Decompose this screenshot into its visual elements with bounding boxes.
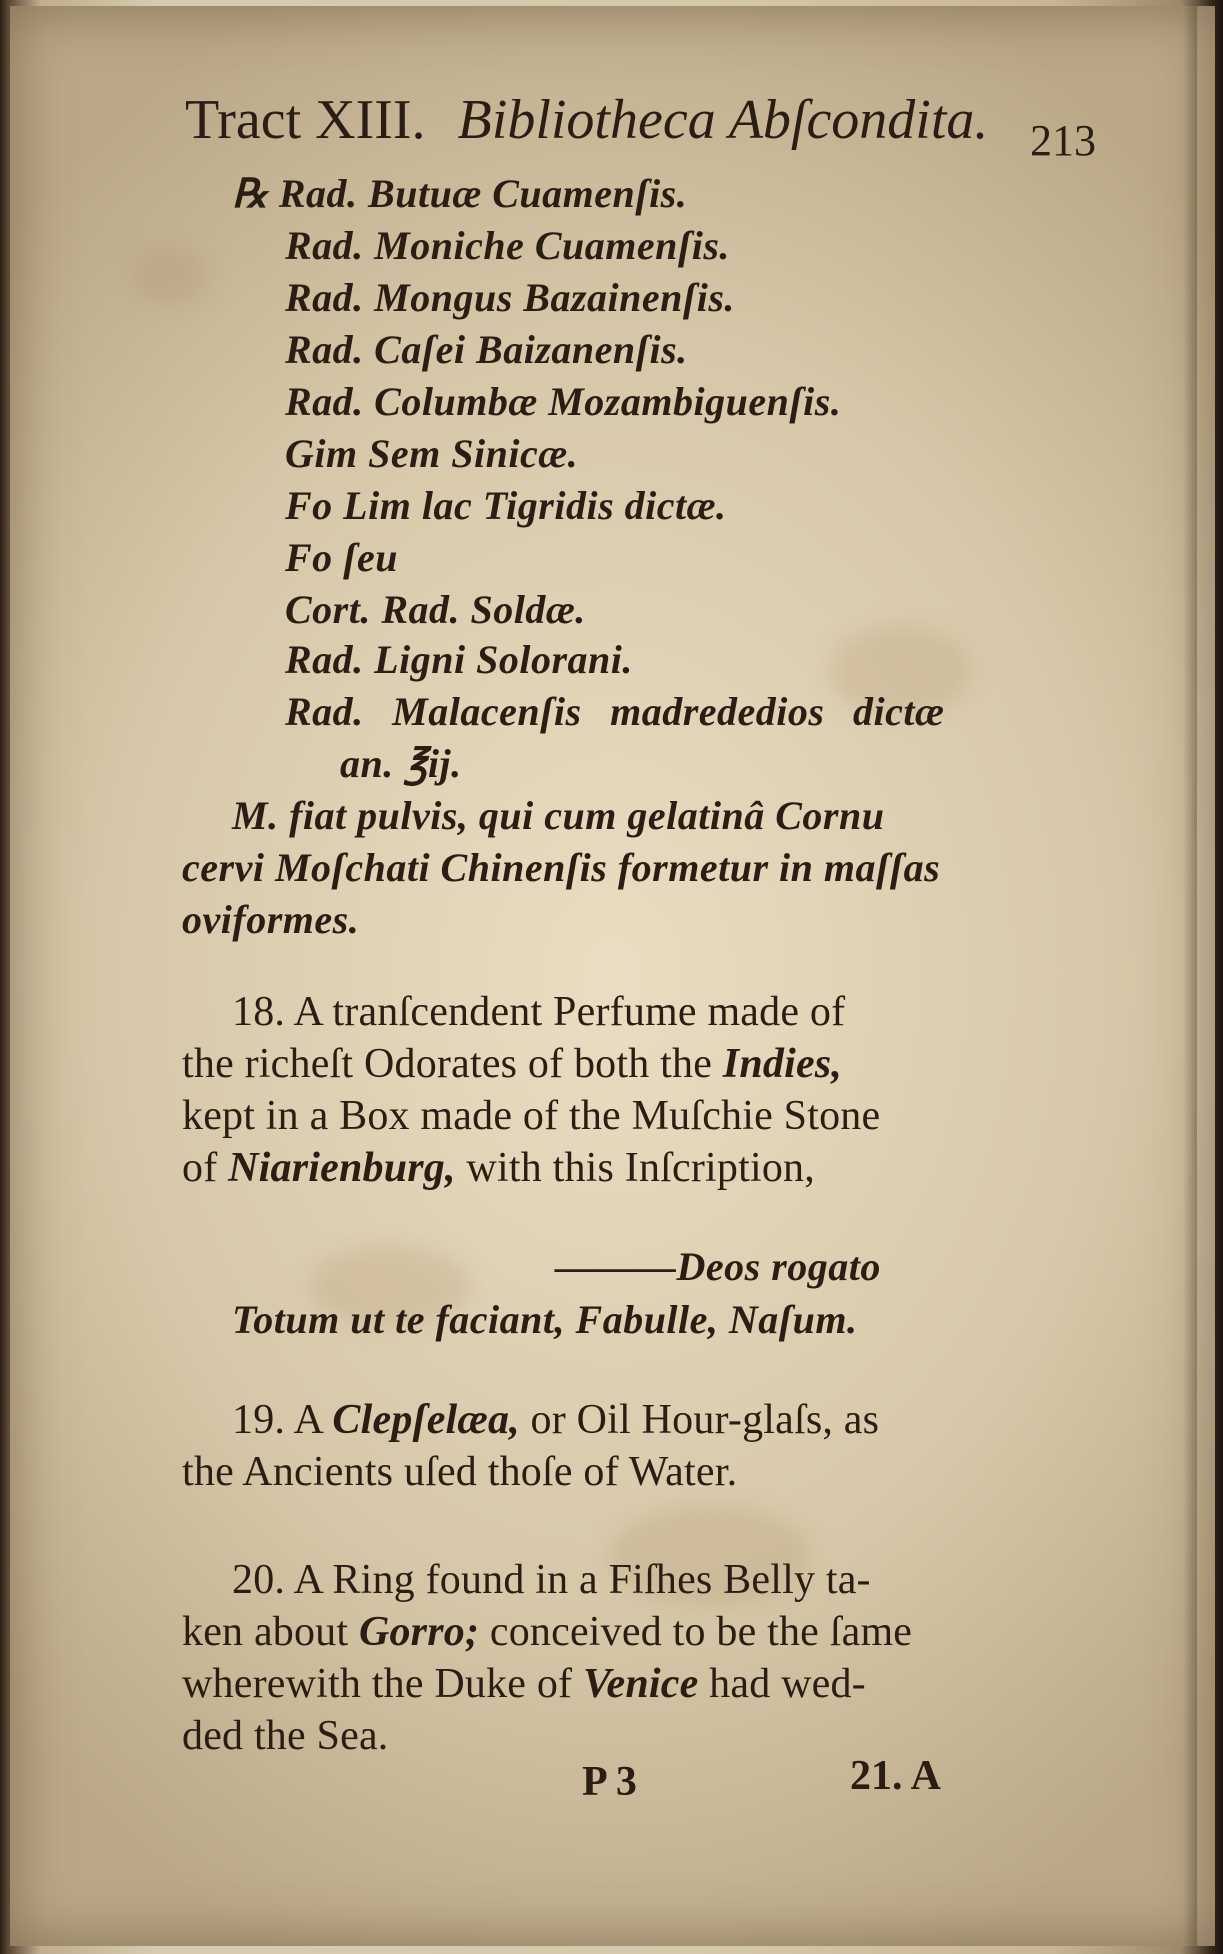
page-number: 213	[1030, 116, 1096, 165]
recipe-line: Fo ſeu	[285, 535, 398, 580]
text-run: or Oil Hour-glaſs, as	[519, 1397, 880, 1443]
item-18-line	[182, 1092, 880, 1140]
item-18-line	[182, 1040, 842, 1088]
text-run: the richeſt Odorates of both the	[182, 1041, 723, 1087]
signature-mark: P 3	[582, 1759, 637, 1805]
term: Clepſelæa,	[332, 1397, 520, 1443]
item-20-line	[182, 1608, 912, 1656]
item-18-line	[232, 988, 845, 1036]
recipe-line: an. ℥ij.	[340, 741, 462, 786]
page-fold-shadow	[1183, 6, 1197, 1946]
item-20-line	[182, 1660, 866, 1708]
place-name: Niarienburg,	[228, 1145, 456, 1191]
recipe-line: Gim Sem Sinicæ.	[285, 431, 579, 476]
text-run: wherewith the Duke of	[182, 1661, 583, 1707]
text-run: ken about	[182, 1609, 359, 1655]
recipe-line: ℞ Rad. Butuæ Cuamenſis.	[232, 171, 688, 216]
item-20-line: ded the Sea.	[182, 1713, 389, 1759]
place-name: Venice	[582, 1661, 699, 1707]
recipe-line: Cort. Rad. Soldæ.	[285, 587, 586, 632]
item-20-line: 20. A Ring found in a Fiſhes Belly ta-	[232, 1557, 871, 1603]
catchword: 21. A	[850, 1753, 942, 1799]
running-header	[185, 88, 988, 152]
book-title: Bibliotheca Abſcondita.	[457, 89, 989, 151]
text-run: 19. A	[232, 1397, 333, 1443]
recipe-line: Rad. Columbæ Mozambiguenſis.	[285, 379, 842, 424]
inscription-line: Totum ut te faciant, Fabulle, Naſum.	[232, 1297, 858, 1342]
recipe-line: Rad. Ligni Solorani.	[285, 637, 633, 682]
text-run: kept in a Box made of the Muſchie Stone	[182, 1093, 881, 1139]
text-run: conceived to be the ſame	[479, 1609, 913, 1655]
recipe-line: Rad. Malacenſis madrededios dictæ	[285, 689, 945, 734]
recipe-instruction: M. fiat pulvis, qui cum gelatinâ Cornu	[232, 793, 885, 838]
recipe-instruction: oviformes.	[182, 897, 360, 942]
recipe-line: Rad. Moniche Cuamenſis.	[285, 223, 730, 268]
text-run: had wed-	[698, 1661, 866, 1707]
text-run: of	[182, 1145, 229, 1191]
text-run: 18. A tranſcendent Perfume made of	[232, 989, 846, 1035]
recipe-line: Rad. Mongus Bazainenſis.	[285, 275, 735, 320]
recipe-line: Rad. Caſei Baizanenſis.	[285, 327, 688, 372]
stain	[130, 246, 210, 306]
recipe-instruction: cervi Moſchati Chinenſis formetur in maſſas	[182, 845, 941, 890]
item-19-line	[232, 1396, 879, 1444]
place-name: Indies,	[722, 1041, 843, 1087]
place-name: Gorro;	[358, 1609, 480, 1655]
item-19-line: the Ancients uſed thoſe of Water.	[182, 1449, 738, 1495]
tract-label: Tract XIII.	[185, 89, 426, 151]
item-18-line	[182, 1144, 815, 1192]
inscription-line: ———Deos rogato	[555, 1244, 881, 1289]
text-run: with this Inſcription,	[455, 1145, 815, 1191]
recipe-line: Fo Lim lac Tigridis dictæ.	[285, 483, 727, 528]
